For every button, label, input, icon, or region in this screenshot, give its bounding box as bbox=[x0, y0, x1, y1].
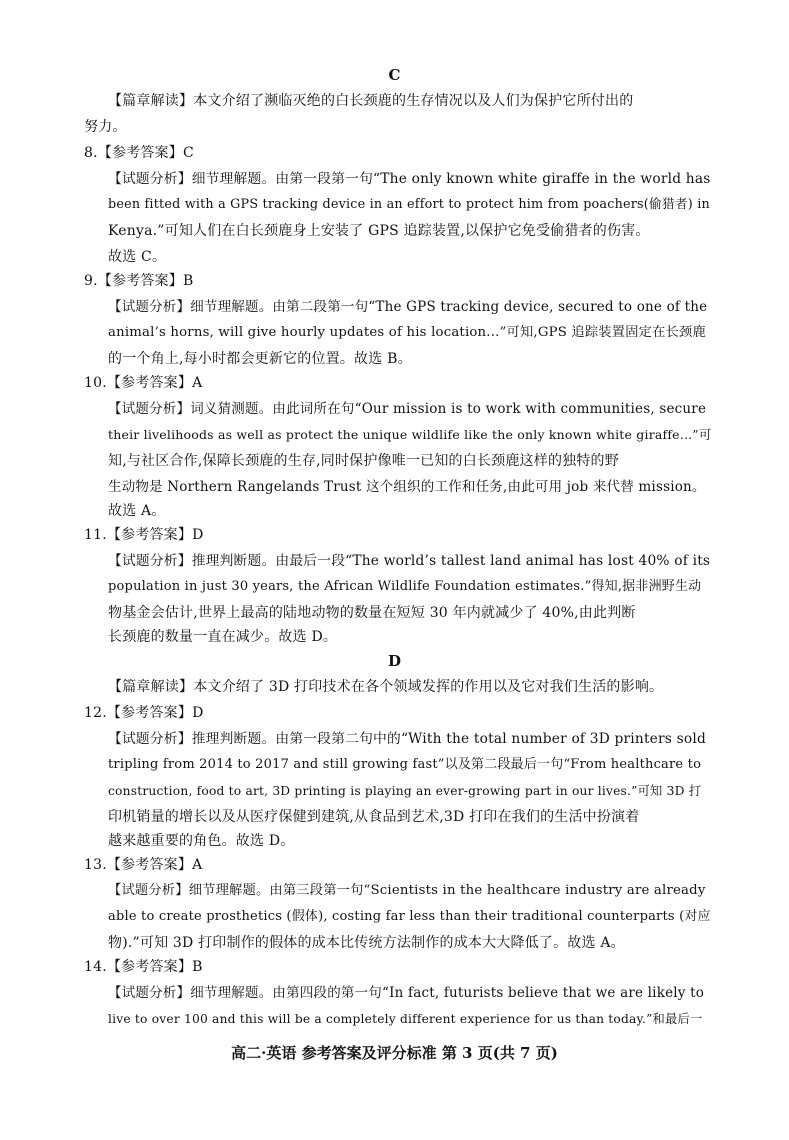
section-heading-d: D bbox=[387, 652, 401, 670]
q10-analysis-line: 故选 A。 bbox=[108, 503, 166, 519]
q10-analysis-line: 生动物是 Northern Rangelands Trust 这个组织的工作和任务,由此可用 job 来代替 mission。 bbox=[108, 479, 706, 495]
q10-analysis-line: 【试题分析】词义猜测题。由此词所在句“Our mission is to work with communities, secure bbox=[108, 401, 707, 417]
q11-analysis-line: population in just 30 years, the African Wildlife Foundation estimates.”得知,据非洲野生动 bbox=[108, 579, 702, 594]
q8-answer: 8.【参考答案】C bbox=[84, 145, 194, 161]
q14-answer: 14.【参考答案】B bbox=[84, 959, 203, 975]
q11-answer: 11.【参考答案】D bbox=[84, 527, 204, 543]
passage-d-summary: 【篇章解读】本文介绍了 3D 打印技术在各个领域发挥的作用以及它对我们生活的影响。 bbox=[108, 679, 664, 695]
q8-analysis-line: been fitted with a GPS tracking device in an effort to protect him from poachers(偷猎者) in bbox=[108, 197, 710, 212]
q10-analysis-line: 知,与社区合作,保障长颈鹿的生存,同时保护像唯一已知的白长颈鹿这样的独特的野 bbox=[108, 453, 619, 469]
q13-answer: 13.【参考答案】A bbox=[84, 857, 203, 873]
q11-analysis-line: 长颈鹿的数量一直在减少。故选 D。 bbox=[108, 629, 338, 645]
q11-analysis-line: 物基金会估计,世界上最高的陆地动物的数量在短短 30 年内就减少了 40%,由此判断 bbox=[108, 605, 636, 621]
q14-analysis-line: 【试题分析】细节理解题。由第四段的第一句“In fact, futurists believe that we are likely to bbox=[108, 985, 705, 1001]
q12-analysis-line: 【试题分析】推理判断题。由第一段第二句中的“With the total number of 3D printers sold bbox=[108, 731, 706, 747]
q10-analysis-line: their livelihoods as well as protect the unique wildlife like the only known white giraffe...”可 bbox=[108, 427, 712, 442]
q8-analysis-line: 【试题分析】细节理解题。由第一段第一句“The only known white giraffe in the world has bbox=[108, 171, 711, 187]
q13-analysis-line: able to create prosthetics (假体), costing far less than their traditional counterparts (对应 bbox=[108, 909, 711, 924]
page-footer: 高二·英语 参考答案及评分标准 第 3 页(共 7 页) bbox=[231, 1044, 558, 1062]
q9-answer: 9.【参考答案】B bbox=[84, 273, 194, 289]
passage-c-summary-cont: 努力。 bbox=[84, 119, 127, 135]
q8-analysis-line: Kenya.”可知人们在白长颈鹿身上安装了 GPS 追踪装置,以保护它免受偷猎者的伤害。 bbox=[108, 223, 650, 239]
q8-analysis-line: 故选 C。 bbox=[108, 249, 167, 265]
passage-c-summary: 【篇章解读】本文介绍了濒临灭绝的白长颈鹿的生存情况以及人们为保护它所付出的 bbox=[108, 93, 634, 109]
q12-analysis-line: 越来越重要的角色。故选 D。 bbox=[108, 833, 295, 849]
q12-answer: 12.【参考答案】D bbox=[84, 705, 204, 721]
q9-analysis-line: 【试题分析】细节理解题。由第二段第一句“The GPS tracking device, secured to one of the bbox=[108, 299, 708, 315]
q9-analysis-line: animal’s horns, will give hourly updates of his location...”可知,GPS 追踪装置固定在长颈鹿 bbox=[108, 325, 706, 340]
q14-analysis-line: live to over 100 and this will be a completely different experience for us than today.”和最后一 bbox=[108, 1012, 703, 1026]
q12-analysis-line: tripling from 2014 to 2017 and still growing fast”以及第二段最后一句“From healthcare to bbox=[108, 757, 702, 772]
q10-answer: 10.【参考答案】A bbox=[84, 375, 203, 391]
section-heading-c: C bbox=[388, 66, 401, 84]
q12-analysis-line: construction, food to art, 3D printing is playing an ever-growing part in our lives.”可知 3D 打 bbox=[108, 784, 702, 798]
q9-analysis-line: 的一个角上,每小时都会更新它的位置。故选 B。 bbox=[108, 351, 412, 367]
q12-analysis-line: 印机销量的增长以及从医疗保健到建筑,从食品到艺术,3D 打印在我们的生活中扮演着 bbox=[108, 809, 640, 825]
q11-analysis-line: 【试题分析】推理判断题。由最后一段“The world’s tallest land animal has lost 40% of its bbox=[108, 553, 711, 569]
q13-analysis-line: 物).”可知 3D 打印制作的假体的成本比传统方法制作的成本大大降低了。故选 A。 bbox=[108, 935, 625, 951]
q13-analysis-line: 【试题分析】细节理解题。由第三段第一句“Scientists in the healthcare industry are already bbox=[108, 883, 706, 898]
